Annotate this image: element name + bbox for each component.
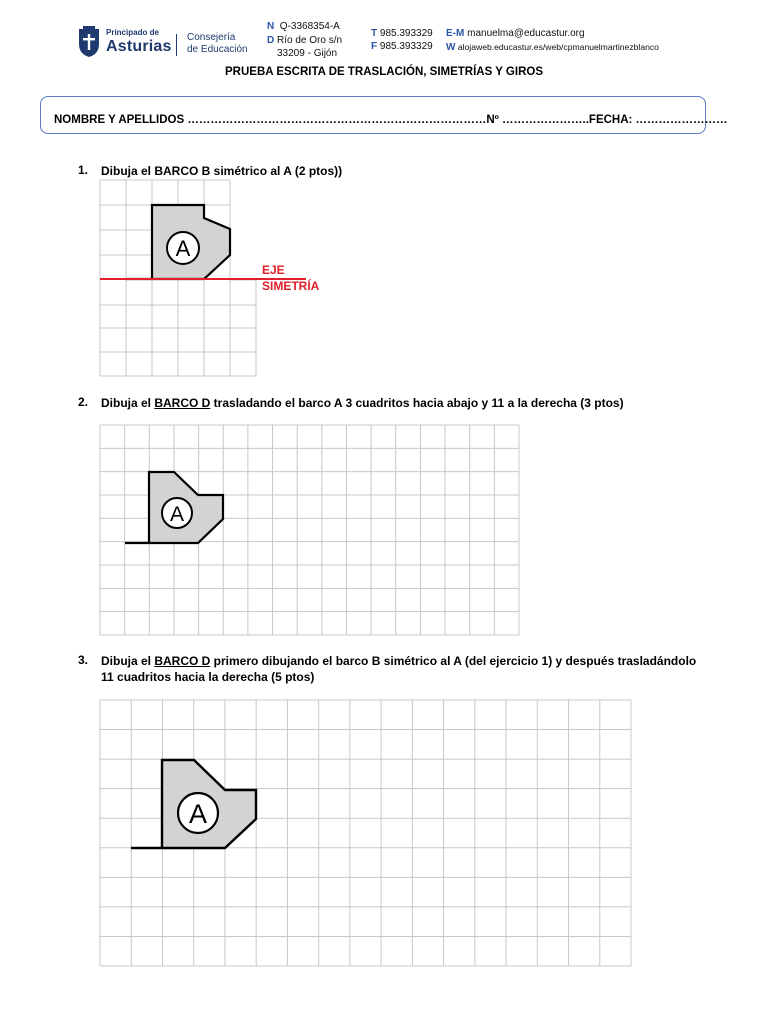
asturias-logo <box>78 26 258 62</box>
name-field-box <box>40 96 728 134</box>
question-3-text <box>101 653 696 685</box>
logo-pre-text: Principado de <box>106 28 159 37</box>
contact-em <box>446 28 585 40</box>
contact-d-line2: 33209 - Gijón <box>277 48 338 59</box>
question-3-post: primero dibujando el barco B simétrico al A (del ejercicio 1) y después trasladándolo <box>210 654 697 668</box>
contact-t-value: 985.393329 <box>379 28 433 39</box>
question-1-number: 1. <box>78 163 89 177</box>
contact-n <box>267 21 340 33</box>
question-2-barco-d: BARCO D <box>154 396 211 410</box>
contact-n-key: N <box>267 21 275 32</box>
question-3-line2: 11 cuadritos hacia la derecha (5 ptos) <box>101 670 315 684</box>
logo-dept <box>187 32 248 56</box>
figure-1-symmetry <box>100 180 340 376</box>
contact-f-key: F <box>371 41 378 52</box>
contact-t <box>371 28 433 40</box>
contact-d-key: D <box>267 35 275 46</box>
figure-2-translation <box>100 425 520 637</box>
question-2-number: 2. <box>78 395 89 409</box>
contact-w-value[interactable]: alojaweb.educastur.es/web/cpmanuelmartinezblanco <box>457 42 659 52</box>
contact-w <box>446 41 659 54</box>
contact-f <box>371 41 433 53</box>
ship-a-3 <box>131 760 256 848</box>
ship-a-1-label: A <box>175 236 191 261</box>
contact-em-value[interactable]: manuelma@educastur.org <box>467 28 585 39</box>
axis-label-simetria: SIMETRÍA <box>262 279 320 293</box>
question-2-text <box>101 395 624 411</box>
name-date-line[interactable]: NOMBRE Y APELLIDOS ……………………………………………………………………Nº …………………..FECHA: …………………… <box>54 114 728 126</box>
ship-a-3-label: A <box>188 799 208 829</box>
contact-em-key: E-M <box>446 28 465 39</box>
ship-a-2-label: A <box>169 503 185 526</box>
logo-divider <box>176 34 177 56</box>
ship-a-1 <box>126 205 230 279</box>
contact-f-value: 985.393329 <box>379 41 433 52</box>
question-3-number: 3. <box>78 653 89 667</box>
dept-line-2: de Educación <box>187 44 248 55</box>
contact-d <box>267 35 342 47</box>
ship-a-2 <box>125 472 223 543</box>
question-3-pre: Dibuja el <box>101 654 155 668</box>
question-2-pre: Dibuja el <box>101 396 155 410</box>
asturias-shield-icon <box>78 26 100 58</box>
contact-n-value: Q-3368354-A <box>279 21 340 32</box>
question-2-post: trasladando el barco A 3 cuadritos hacia abajo y 11 a la derecha (3 ptos) <box>210 396 624 410</box>
contact-t-key: T <box>371 28 378 39</box>
axis-label-eje: EJE <box>262 263 285 277</box>
question-3-barco-d: BARCO D <box>154 654 211 668</box>
page-title: PRUEBA ESCRITA DE TRASLACIÓN, SIMETRÍAS Y GIROS <box>225 66 543 78</box>
dept-line-1: Consejería <box>187 32 236 43</box>
logo-name-text: Asturias <box>106 38 172 55</box>
contact-w-key: W <box>446 42 456 53</box>
figure-3-symmetry-translation <box>100 700 632 968</box>
question-1-text: Dibuja el BARCO B simétrico al A (2 ptos)) <box>101 164 343 178</box>
contact-d-value: Río de Oro s/n <box>277 35 343 46</box>
